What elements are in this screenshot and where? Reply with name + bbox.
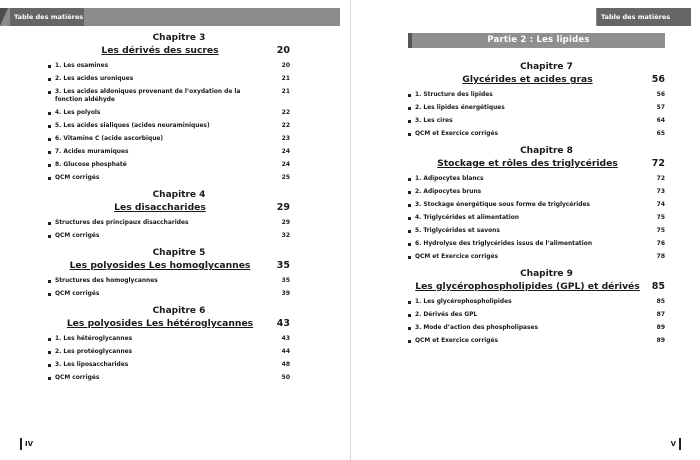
bullet-icon bbox=[408, 191, 411, 194]
chapter-page-number: 43 bbox=[276, 318, 290, 329]
page-number: V bbox=[670, 440, 676, 448]
entry-title: 5. Les acides sialiques (acides neuraminiques) bbox=[55, 123, 210, 129]
entry-page-number: 21 bbox=[281, 88, 290, 95]
toc-entry bbox=[48, 348, 290, 356]
chapter-block bbox=[48, 33, 290, 182]
entry-page-number: 78 bbox=[656, 253, 665, 260]
bullet-icon bbox=[48, 377, 51, 380]
entry-title: 2. Les protéoglycannes bbox=[55, 349, 133, 355]
entry-title: QCM et Exercice corrigés bbox=[415, 338, 498, 344]
entry-title: 4. Les polyols bbox=[55, 110, 101, 116]
toc-entry bbox=[48, 148, 290, 156]
bullet-icon bbox=[48, 125, 51, 128]
toc-entry bbox=[408, 91, 665, 99]
bullet-icon bbox=[48, 222, 51, 225]
folio bbox=[20, 438, 33, 450]
toc-entry bbox=[48, 62, 290, 70]
toc-entry bbox=[408, 117, 665, 125]
chapter-title: Glycérides et acides gras bbox=[462, 74, 593, 85]
entry-page-number: 23 bbox=[281, 135, 290, 142]
bullet-icon bbox=[48, 164, 51, 167]
toc-entry bbox=[48, 361, 290, 369]
chapter-list bbox=[408, 62, 665, 345]
entry-page-number: 73 bbox=[656, 188, 665, 195]
bullet-icon bbox=[408, 178, 411, 181]
bullet-icon bbox=[408, 94, 411, 97]
bullet-icon bbox=[48, 338, 51, 341]
chapter-number: Chapitre 3 bbox=[152, 33, 206, 43]
bullet-icon bbox=[48, 293, 51, 296]
entry-page-number: 48 bbox=[281, 361, 290, 368]
entry-page-number: 75 bbox=[656, 214, 665, 221]
toc-entry bbox=[408, 188, 665, 196]
entry-page-number: 50 bbox=[281, 374, 290, 381]
chapter-number: Chapitre 6 bbox=[152, 306, 206, 316]
toc-entry bbox=[408, 175, 665, 183]
entry-title: 3. Mode d’action des phospholipases bbox=[415, 325, 539, 331]
entry-page-number: 43 bbox=[281, 335, 290, 342]
toc-entry bbox=[408, 201, 665, 209]
entry-page-number: 24 bbox=[281, 148, 290, 155]
entry-title: 7. Acides muramiques bbox=[55, 149, 129, 155]
bullet-icon bbox=[408, 120, 411, 123]
chapter-number: Chapitre 8 bbox=[520, 146, 573, 156]
page-number: IV bbox=[25, 440, 34, 448]
bullet-icon bbox=[48, 138, 51, 141]
running-header: Table des matières bbox=[10, 8, 84, 26]
toc-entry bbox=[48, 219, 290, 227]
bullet-icon bbox=[48, 78, 51, 81]
entry-page-number: 87 bbox=[656, 311, 665, 318]
folio-bar bbox=[679, 438, 681, 450]
entry-page-number: 89 bbox=[656, 337, 665, 344]
toc-entry bbox=[408, 240, 665, 248]
entry-page-number: 21 bbox=[281, 75, 290, 82]
chapter-title: Les dérivés des sucres bbox=[101, 45, 219, 56]
entry-title: 3. Les acides aldoniques provenant de l’oxydation de la fonction aldéhyde bbox=[55, 89, 241, 103]
chapter-page-number: 35 bbox=[276, 260, 290, 271]
entry-title: 3. Les liposaccharides bbox=[55, 362, 129, 368]
entry-title: 1. Structure des lipides bbox=[415, 92, 493, 98]
entry-title: 3. Les cires bbox=[415, 118, 453, 124]
toc-entry bbox=[48, 290, 290, 298]
chapter-title-row bbox=[48, 317, 290, 330]
bullet-icon bbox=[48, 112, 51, 115]
chapter-page-number: 56 bbox=[651, 74, 665, 85]
bullet-icon bbox=[408, 301, 411, 304]
entry-title: 2. Les acides uroniques bbox=[55, 76, 134, 82]
chapter-page-number: 29 bbox=[276, 202, 290, 213]
entry-page-number: 75 bbox=[656, 227, 665, 234]
entry-page-number: 25 bbox=[281, 174, 290, 181]
toc-entry bbox=[408, 324, 665, 332]
entry-title: 1. Les glycérophospholipides bbox=[415, 299, 512, 305]
chapter-title: Les polyosides Les hétéroglycannes bbox=[66, 318, 254, 329]
toc-entry bbox=[408, 130, 665, 138]
part-heading: Partie 2 : Les lipides bbox=[408, 33, 665, 48]
chapter-title: Stockage et rôles des triglycérides bbox=[437, 158, 618, 169]
toc-entry bbox=[408, 253, 665, 261]
toc-entry bbox=[48, 374, 290, 382]
chapter-title-row bbox=[408, 73, 665, 86]
entry-page-number: 85 bbox=[656, 298, 665, 305]
chapter-page-number: 72 bbox=[651, 158, 665, 169]
entry-title: 3. Stockage énergétique sous forme de triglycérides bbox=[415, 202, 590, 208]
bullet-icon bbox=[48, 280, 51, 283]
entry-page-number: 72 bbox=[656, 175, 665, 182]
chapter-title-row bbox=[408, 280, 665, 293]
chapter-page-number: 20 bbox=[276, 45, 290, 56]
toc-entry bbox=[48, 75, 290, 83]
bullet-icon bbox=[408, 133, 411, 136]
chapter-title-row bbox=[48, 201, 290, 214]
chapter-number: Chapitre 9 bbox=[520, 269, 573, 279]
entry-title: 1. Les osamines bbox=[55, 63, 109, 69]
right-page bbox=[350, 0, 700, 460]
entry-page-number: 57 bbox=[656, 104, 665, 111]
entry-title: 2. Dérivés des GPL bbox=[415, 312, 478, 318]
entry-title: 2. Adipocytes bruns bbox=[415, 189, 482, 195]
entry-title: 6. Hydrolyse des triglycérides issus de l’alimentation bbox=[415, 241, 593, 247]
bullet-icon bbox=[408, 204, 411, 207]
chapter-list bbox=[48, 33, 290, 382]
entry-title: QCM corrigés bbox=[55, 375, 100, 381]
chapter-block bbox=[48, 306, 290, 382]
bullet-icon bbox=[408, 243, 411, 246]
chapter-title: Les glycérophospholipides (GPL) et dérivés bbox=[415, 281, 640, 292]
entry-page-number: 20 bbox=[281, 62, 290, 69]
toc-entry bbox=[48, 88, 290, 104]
bullet-icon bbox=[48, 351, 51, 354]
entry-title: 2. Les lipides énergétiques bbox=[415, 105, 505, 111]
chapter-title: Les polyosides Les homoglycannes bbox=[69, 260, 251, 271]
chapter-title-row bbox=[408, 157, 665, 170]
toc-entry bbox=[408, 214, 665, 222]
toc-entry bbox=[48, 232, 290, 240]
entry-title: QCM corrigés bbox=[55, 233, 100, 239]
entry-page-number: 76 bbox=[656, 240, 665, 247]
toc-entry bbox=[48, 109, 290, 117]
entry-page-number: 29 bbox=[281, 219, 290, 226]
chapter-block bbox=[48, 248, 290, 298]
chapter-title-row bbox=[48, 259, 290, 272]
entry-page-number: 32 bbox=[281, 232, 290, 239]
chapter-number: Chapitre 7 bbox=[520, 62, 573, 72]
chapter-block bbox=[408, 62, 665, 138]
toc-entry bbox=[48, 135, 290, 143]
entry-title: Structures des principaux disaccharides bbox=[55, 220, 189, 226]
toc-entry bbox=[48, 174, 290, 182]
toc-entry bbox=[408, 227, 665, 235]
folio bbox=[671, 438, 681, 450]
toc-content bbox=[408, 62, 665, 353]
entry-title: 5. Triglycérides et savons bbox=[415, 228, 500, 234]
toc-entry bbox=[408, 337, 665, 345]
bullet-icon bbox=[408, 314, 411, 317]
entry-title: 8. Glucose phosphaté bbox=[55, 162, 127, 168]
chapter-number: Chapitre 4 bbox=[152, 190, 206, 200]
entry-title: QCM corrigés bbox=[55, 291, 100, 297]
bullet-icon bbox=[408, 230, 411, 233]
entry-title: 1. Adipocytes blancs bbox=[415, 176, 484, 182]
entry-page-number: 65 bbox=[656, 130, 665, 137]
chapter-title: Les disaccharides bbox=[114, 202, 206, 213]
entry-page-number: 44 bbox=[281, 348, 290, 355]
bullet-icon bbox=[408, 327, 411, 330]
chapter-block bbox=[408, 269, 665, 345]
entry-title: 4. Triglycérides et alimentation bbox=[415, 215, 520, 221]
toc-entry bbox=[408, 311, 665, 319]
bullet-icon bbox=[48, 65, 51, 68]
bullet-icon bbox=[48, 364, 51, 367]
toc-entry bbox=[48, 122, 290, 130]
chapter-number: Chapitre 5 bbox=[152, 248, 206, 258]
entry-title: Structures des homoglycannes bbox=[55, 278, 158, 284]
toc-entry bbox=[48, 161, 290, 169]
entry-page-number: 39 bbox=[281, 290, 290, 297]
folio-bar bbox=[20, 438, 22, 450]
bullet-icon bbox=[408, 340, 411, 343]
entry-title: QCM et Exercice corrigés bbox=[415, 131, 498, 137]
bullet-icon bbox=[408, 256, 411, 259]
entry-title: 6. Vitamine C (acide ascorbique) bbox=[55, 136, 164, 142]
entry-page-number: 35 bbox=[281, 277, 290, 284]
chapter-block bbox=[408, 146, 665, 261]
toc-content bbox=[48, 33, 290, 390]
entry-page-number: 64 bbox=[656, 117, 665, 124]
entry-page-number: 89 bbox=[656, 324, 665, 331]
bullet-icon bbox=[408, 107, 411, 110]
bullet-icon bbox=[48, 151, 51, 154]
toc-entry bbox=[408, 104, 665, 112]
toc-entry bbox=[48, 277, 290, 285]
bullet-icon bbox=[48, 177, 51, 180]
entry-title: QCM corrigés bbox=[55, 175, 100, 181]
toc-entry bbox=[48, 335, 290, 343]
entry-page-number: 22 bbox=[281, 109, 290, 116]
bullet-icon bbox=[48, 91, 51, 94]
entry-page-number: 56 bbox=[656, 91, 665, 98]
entry-page-number: 74 bbox=[656, 201, 665, 208]
entry-title: QCM et Exercice corrigés bbox=[415, 254, 498, 260]
chapter-title-row bbox=[48, 44, 290, 57]
running-header: Table des matières bbox=[597, 8, 691, 26]
bullet-icon bbox=[48, 235, 51, 238]
toc-entry bbox=[408, 298, 665, 306]
corner-mark bbox=[0, 8, 8, 26]
bullet-icon bbox=[408, 217, 411, 220]
chapter-block bbox=[48, 190, 290, 240]
entry-page-number: 22 bbox=[281, 122, 290, 129]
entry-title: 1. Les hétéroglycannes bbox=[55, 336, 133, 342]
entry-page-number: 24 bbox=[281, 161, 290, 168]
chapter-page-number: 85 bbox=[651, 281, 665, 292]
